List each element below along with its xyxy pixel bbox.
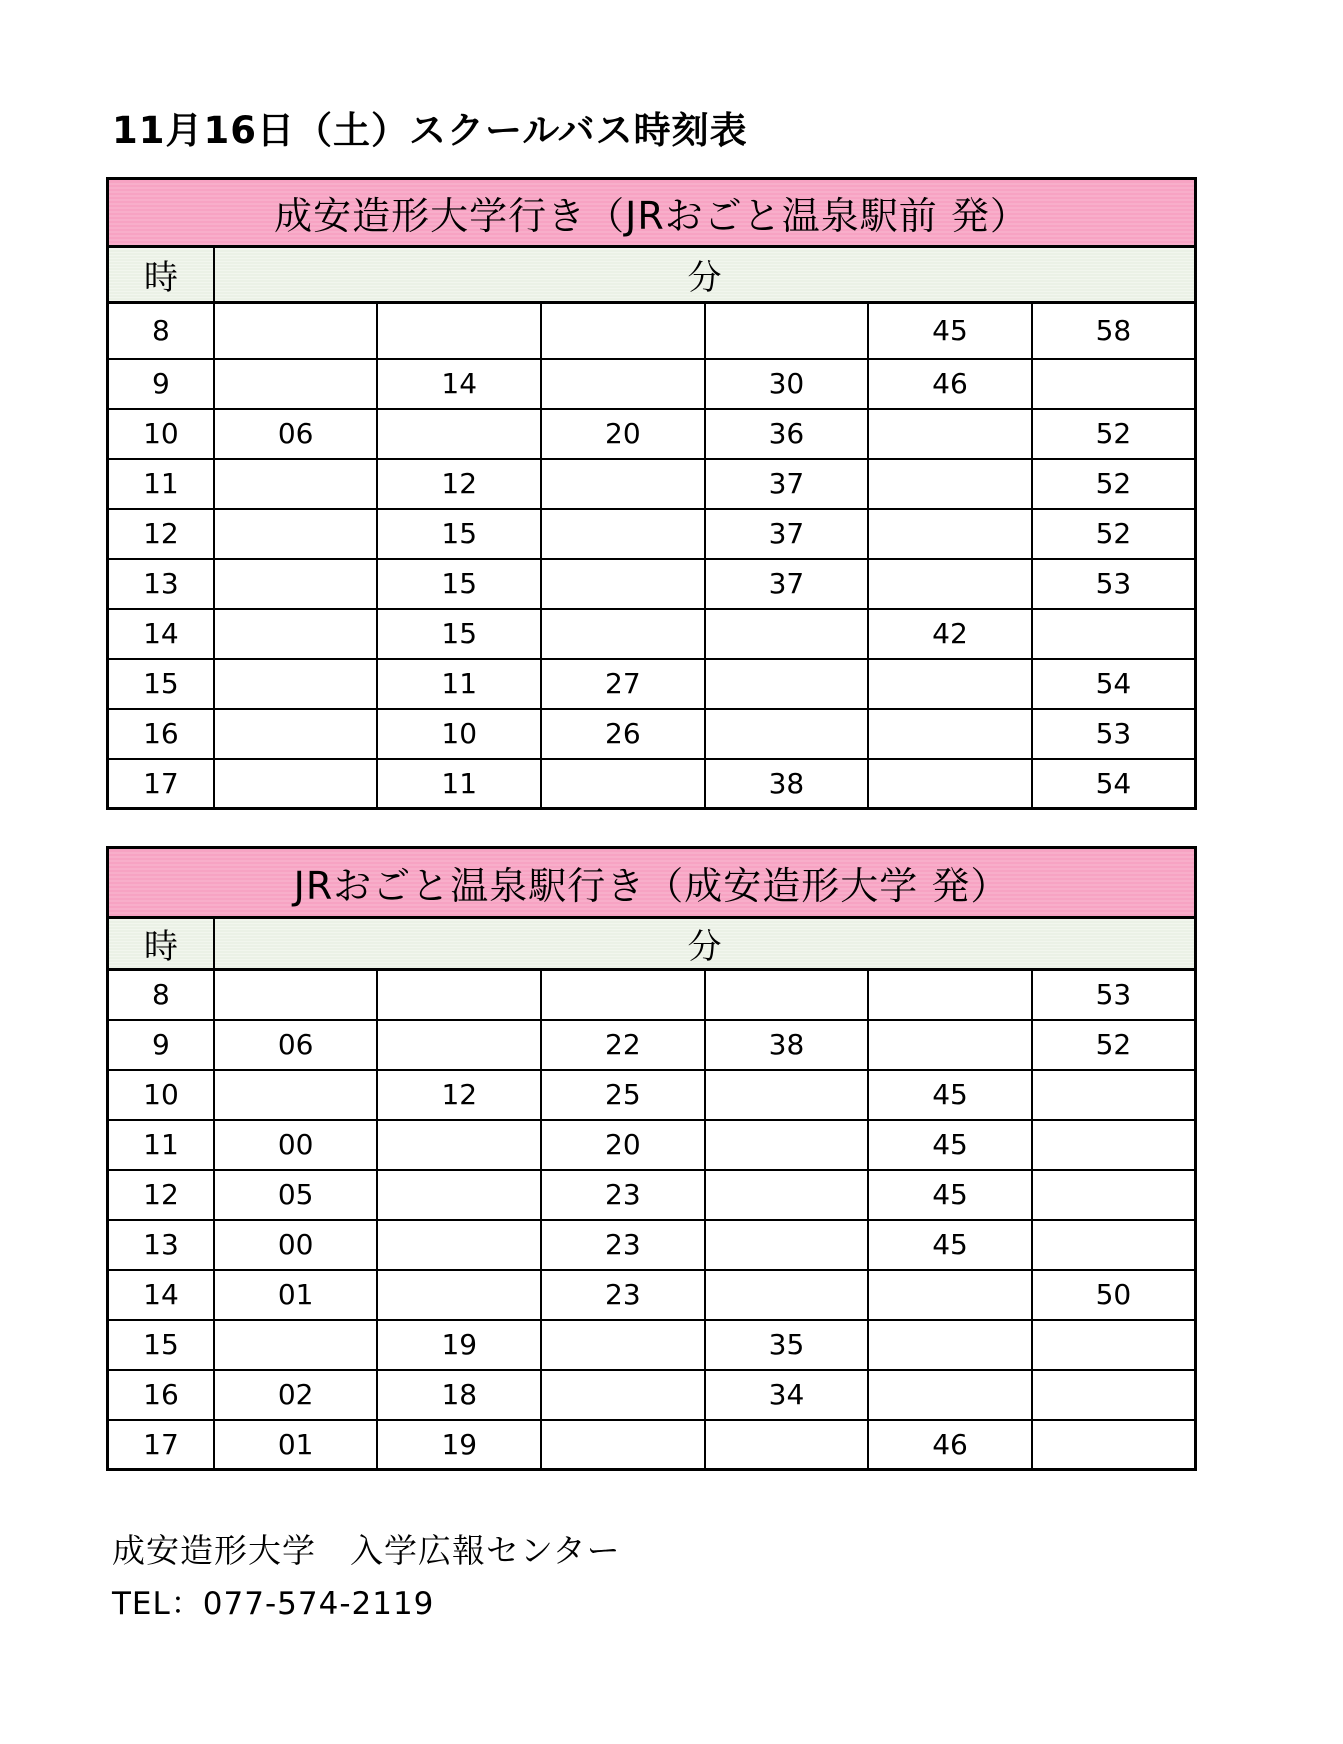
minute-cell [868, 759, 1032, 809]
minute-cell [868, 1270, 1032, 1320]
hour-cell: 17 [108, 759, 214, 809]
minute-cell: 20 [541, 1120, 705, 1170]
minute-cell: 26 [541, 709, 705, 759]
minute-cell [214, 509, 378, 559]
timetable-to-station [106, 846, 1197, 1471]
footer-organization: 成安造形大学 入学広報センター [112, 1531, 621, 1570]
minute-cell: 52 [1032, 1020, 1196, 1070]
minute-cell: 01 [214, 1270, 378, 1320]
minute-cell [1032, 1320, 1196, 1370]
minute-cell: 15 [377, 509, 541, 559]
minute-cell [705, 1120, 869, 1170]
minute-cell [705, 659, 869, 709]
table-row [108, 1320, 1196, 1370]
minute-cell [1032, 1220, 1196, 1270]
minute-cell: 05 [214, 1170, 378, 1220]
minute-cell [1032, 1120, 1196, 1170]
table-row [108, 409, 1196, 459]
hour-cell: 12 [108, 509, 214, 559]
table-row [108, 709, 1196, 759]
minute-cell: 53 [1032, 709, 1196, 759]
minute-cell: 52 [1032, 509, 1196, 559]
minute-cell: 00 [214, 1120, 378, 1170]
minute-cell: 18 [377, 1370, 541, 1420]
minute-cell: 11 [377, 759, 541, 809]
minute-cell: 45 [868, 1070, 1032, 1120]
minute-cell [214, 559, 378, 609]
table-row [108, 970, 1196, 1020]
minute-cell: 53 [1032, 970, 1196, 1020]
minute-cell [1032, 1420, 1196, 1470]
minute-cell: 06 [214, 1020, 378, 1070]
hour-cell: 11 [108, 1120, 214, 1170]
minute-cell: 11 [377, 659, 541, 709]
minute-cell: 02 [214, 1370, 378, 1420]
minute-cell [377, 970, 541, 1020]
hour-cell: 10 [108, 1070, 214, 1120]
table-row [108, 759, 1196, 809]
minute-cell: 45 [868, 1220, 1032, 1270]
table-row [108, 559, 1196, 609]
minute-cell [541, 1420, 705, 1470]
minute-cell [377, 303, 541, 359]
minute-cell [214, 609, 378, 659]
minute-cell [377, 1270, 541, 1320]
minute-cell [214, 1070, 378, 1120]
table-row [108, 1170, 1196, 1220]
minute-cell: 20 [541, 409, 705, 459]
minute-cell: 23 [541, 1270, 705, 1320]
minute-cell: 38 [705, 759, 869, 809]
minute-cell: 45 [868, 1120, 1032, 1170]
table-row [108, 303, 1196, 359]
minute-cell: 23 [541, 1220, 705, 1270]
minute-cell [377, 1020, 541, 1070]
minute-cell [705, 709, 869, 759]
minute-cell: 52 [1032, 459, 1196, 509]
minute-cell [1032, 609, 1196, 659]
minute-cell [868, 1370, 1032, 1420]
hour-cell: 8 [108, 970, 214, 1020]
minute-cell [868, 509, 1032, 559]
minute-cell: 01 [214, 1420, 378, 1470]
minute-cell [705, 1420, 869, 1470]
minute-cell: 12 [377, 1070, 541, 1120]
hour-cell: 16 [108, 1370, 214, 1420]
minute-cell: 46 [868, 1420, 1032, 1470]
minute-cell: 22 [541, 1020, 705, 1070]
minute-cell: 35 [705, 1320, 869, 1370]
table-row [108, 609, 1196, 659]
table-row [108, 509, 1196, 559]
minute-cell: 37 [705, 509, 869, 559]
minute-cell: 10 [377, 709, 541, 759]
hour-column-header: 時 [108, 918, 214, 970]
footer-telephone: TEL：077-574-2119 [112, 1586, 435, 1622]
table-row [108, 359, 1196, 409]
timetable-to-university [106, 177, 1197, 810]
minute-cell [541, 759, 705, 809]
minute-cell [868, 970, 1032, 1020]
minute-cell: 06 [214, 409, 378, 459]
minute-cell: 58 [1032, 303, 1196, 359]
hour-cell: 13 [108, 1220, 214, 1270]
minute-cell [705, 1070, 869, 1120]
table-row [108, 459, 1196, 509]
hour-cell: 12 [108, 1170, 214, 1220]
minute-cell: 53 [1032, 559, 1196, 609]
minute-cell [868, 459, 1032, 509]
hour-cell: 14 [108, 609, 214, 659]
timetable-caption: 成安造形大学行き（JRおごと温泉駅前 発） [108, 179, 1196, 247]
minute-cell: 14 [377, 359, 541, 409]
hour-cell: 11 [108, 459, 214, 509]
minute-cell [214, 759, 378, 809]
hour-cell: 17 [108, 1420, 214, 1470]
minute-cell: 54 [1032, 759, 1196, 809]
minute-cell: 00 [214, 1220, 378, 1270]
hour-cell: 8 [108, 303, 214, 359]
minute-cell [868, 659, 1032, 709]
minute-cell [214, 459, 378, 509]
minute-column-header: 分 [214, 918, 1196, 970]
hour-cell: 15 [108, 659, 214, 709]
timetable-caption: JRおごと温泉駅行き（成安造形大学 発） [108, 848, 1196, 918]
minute-cell: 37 [705, 559, 869, 609]
table-row [108, 1020, 1196, 1070]
minute-cell [377, 409, 541, 459]
minute-column-header: 分 [214, 247, 1196, 303]
minute-cell: 54 [1032, 659, 1196, 709]
minute-cell: 42 [868, 609, 1032, 659]
table-row [108, 1220, 1196, 1270]
minute-cell: 36 [705, 409, 869, 459]
minute-cell: 19 [377, 1420, 541, 1470]
minute-cell [541, 459, 705, 509]
hour-column-header: 時 [108, 247, 214, 303]
table-row [108, 1270, 1196, 1320]
minute-cell: 46 [868, 359, 1032, 409]
table-row [108, 1070, 1196, 1120]
minute-cell [541, 509, 705, 559]
minute-cell [868, 1020, 1032, 1070]
minute-cell: 27 [541, 659, 705, 709]
minute-cell [541, 359, 705, 409]
minute-cell [1032, 1070, 1196, 1120]
minute-cell: 12 [377, 459, 541, 509]
minute-cell: 52 [1032, 409, 1196, 459]
minute-cell [377, 1120, 541, 1170]
minute-cell: 23 [541, 1170, 705, 1220]
hour-cell: 13 [108, 559, 214, 609]
minute-cell: 50 [1032, 1270, 1196, 1320]
table-row [108, 1370, 1196, 1420]
hour-cell: 14 [108, 1270, 214, 1320]
minute-cell [868, 709, 1032, 759]
minute-cell [214, 359, 378, 409]
minute-cell [705, 1270, 869, 1320]
minute-cell [541, 1320, 705, 1370]
minute-cell [705, 970, 869, 1020]
minute-cell: 15 [377, 559, 541, 609]
minute-cell: 19 [377, 1320, 541, 1370]
table-row [108, 1420, 1196, 1470]
minute-cell [705, 1170, 869, 1220]
minute-cell: 45 [868, 303, 1032, 359]
minute-cell [214, 970, 378, 1020]
page-title: 11月16日（土）スクールバス時刻表 [112, 109, 748, 152]
minute-cell [868, 409, 1032, 459]
minute-cell [214, 303, 378, 359]
minute-cell: 25 [541, 1070, 705, 1120]
minute-cell: 30 [705, 359, 869, 409]
minute-cell: 38 [705, 1020, 869, 1070]
minute-cell: 45 [868, 1170, 1032, 1220]
minute-cell: 34 [705, 1370, 869, 1420]
minute-cell [705, 303, 869, 359]
minute-cell [214, 709, 378, 759]
minute-cell [541, 559, 705, 609]
minute-cell [868, 1320, 1032, 1370]
hour-cell: 10 [108, 409, 214, 459]
minute-cell [214, 1320, 378, 1370]
minute-cell: 15 [377, 609, 541, 659]
hour-cell: 16 [108, 709, 214, 759]
minute-cell [377, 1220, 541, 1270]
hour-cell: 15 [108, 1320, 214, 1370]
table-row [108, 659, 1196, 709]
minute-cell [1032, 359, 1196, 409]
minute-cell [377, 1170, 541, 1220]
hour-cell: 9 [108, 359, 214, 409]
minute-cell [1032, 1170, 1196, 1220]
minute-cell [705, 609, 869, 659]
minute-cell [1032, 1370, 1196, 1420]
hour-cell: 9 [108, 1020, 214, 1070]
minute-cell [541, 303, 705, 359]
minute-cell [541, 1370, 705, 1420]
minute-cell [541, 970, 705, 1020]
minute-cell [541, 609, 705, 659]
minute-cell [214, 659, 378, 709]
minute-cell [705, 1220, 869, 1270]
minute-cell: 37 [705, 459, 869, 509]
table-row [108, 1120, 1196, 1170]
minute-cell [868, 559, 1032, 609]
